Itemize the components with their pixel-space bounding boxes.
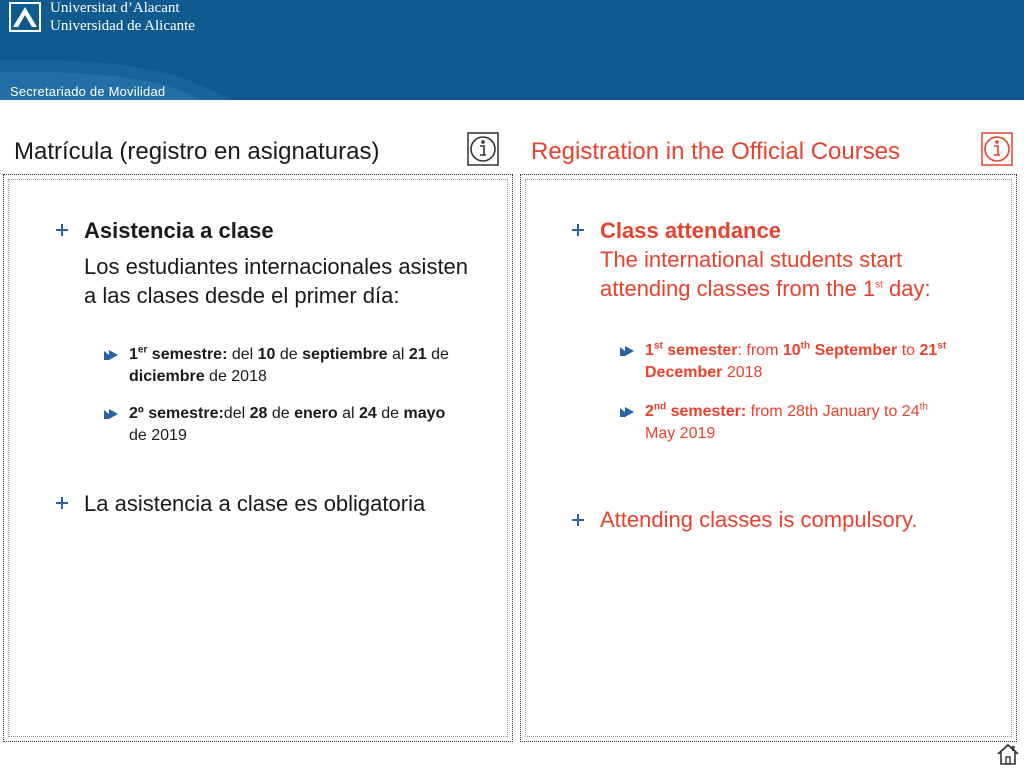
text-fragment: 28: [249, 405, 268, 422]
right-semester2: [645, 401, 1010, 445]
text-fragment: attending classes from the 1: [600, 276, 876, 301]
superscript: er: [137, 344, 148, 356]
text-fragment: to: [897, 342, 920, 359]
text-fragment: December: [645, 364, 723, 381]
text-fragment: The international students start: [600, 247, 903, 272]
bullet-icon: [572, 224, 584, 236]
text-fragment: de: [267, 405, 295, 422]
superscript: st: [937, 340, 947, 352]
text-fragment: September: [810, 342, 898, 359]
superscript: th: [919, 401, 928, 413]
left-semester2: [129, 403, 504, 447]
text-fragment: 10: [257, 346, 276, 363]
university-name-spanish: Universidad de Alicante: [50, 18, 195, 34]
text-fragment: diciembre: [129, 368, 205, 385]
text-fragment: de: [275, 346, 303, 363]
text-fragment: septiembre: [302, 346, 388, 363]
text-fragment: 24: [359, 405, 377, 422]
text-fragment: semester: [662, 342, 738, 359]
text-fragment: day:: [882, 276, 931, 301]
right-attendance-mandatory: Attending classes is compulsory.: [600, 507, 918, 532]
home-icon[interactable]: [996, 743, 1020, 765]
left-paragraph-intl-students: Los estudiantes internacionales asisten a las clases desde el primer día:: [84, 254, 469, 308]
text-fragment: 10: [782, 342, 801, 359]
text-fragment: al: [387, 346, 409, 363]
left-heading-attendance: Asistencia a clase: [84, 218, 274, 243]
info-icon[interactable]: [981, 132, 1013, 166]
right-panel-title: Registration in the Official Courses: [531, 138, 901, 165]
superscript: th: [800, 340, 811, 352]
superscript: st: [653, 340, 663, 352]
right-paragraph-intl-students: [600, 245, 1000, 303]
right-semester1: [645, 340, 1010, 384]
right-heading-attendance: Class attendance: [600, 218, 781, 243]
text-fragment: enero: [294, 405, 338, 422]
text-fragment: 21: [919, 342, 938, 359]
section-title: Secretariado de Movilidad: [10, 84, 166, 99]
text-fragment: del: [223, 405, 250, 422]
text-fragment: 1: [645, 342, 654, 359]
text-fragment: de 2019: [129, 427, 187, 444]
superscript: st: [875, 279, 883, 291]
bullet-icon: [56, 497, 68, 509]
info-icon[interactable]: [467, 132, 499, 166]
text-fragment: from 28th January to 24: [746, 403, 920, 420]
bullet-icon: [572, 514, 584, 526]
text-fragment: : from: [737, 342, 783, 359]
text-fragment: May 2019: [645, 425, 716, 442]
text-fragment: semester:: [666, 403, 747, 420]
left-attendance-mandatory: La asistencia a clase es obligatoria: [84, 491, 426, 516]
text-fragment: de: [376, 405, 404, 422]
superscript: nd: [653, 401, 667, 413]
sub-bullet-icon: [619, 345, 635, 357]
left-panel-title: Matrícula (registro en asignaturas): [14, 138, 380, 165]
sub-bullet-icon: [619, 406, 635, 418]
bullet-icon: [56, 224, 68, 236]
text-fragment: 1: [129, 346, 138, 363]
text-fragment: semestre:: [147, 346, 228, 363]
text-fragment: de 2018: [204, 368, 267, 385]
text-fragment: del: [227, 346, 258, 363]
sub-bullet-icon: [103, 349, 119, 361]
text-fragment: 2: [645, 403, 654, 420]
text-fragment: 2º semestre:: [129, 405, 224, 422]
text-fragment: al: [337, 405, 359, 422]
university-logo: [9, 2, 41, 32]
text-fragment: mayo: [403, 405, 446, 422]
sub-bullet-icon: [103, 408, 119, 420]
university-name-valencian: Universitat d’Alacant: [50, 0, 180, 16]
text-fragment: 21: [408, 346, 427, 363]
header-banner: [0, 0, 1024, 100]
text-fragment: 2018: [722, 364, 763, 381]
left-semester1: [129, 344, 504, 388]
text-fragment: de: [426, 346, 449, 363]
